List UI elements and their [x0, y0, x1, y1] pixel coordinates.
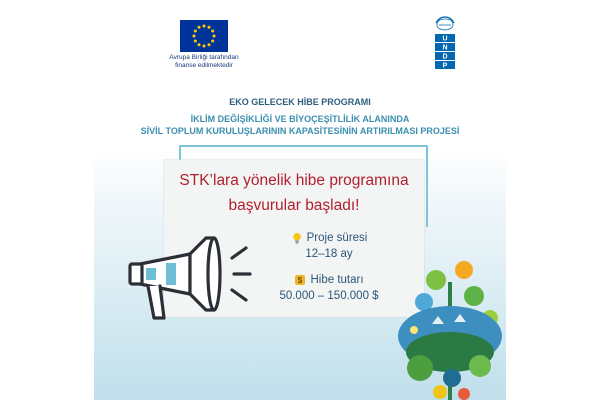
eco-tree-illustration [394, 260, 506, 400]
undp-letter-d: D [442, 53, 448, 61]
lightbulb-icon [291, 232, 303, 244]
eu-caption-line2: finanse edilmektedir [175, 62, 233, 69]
announcement-line2: başvurular başladı! [228, 197, 360, 214]
eu-caption [144, 54, 264, 70]
eu-caption-line1: Avrupa Birliği tarafından [169, 54, 239, 61]
program-subtitle-line2: SİVİL TOPLUM KURULUŞLARININ KAPASİTESİNİN ARTIRILMASI PROJESİ [140, 126, 460, 136]
money-bag-icon [294, 274, 306, 286]
eu-flag-icon [180, 20, 228, 52]
program-subtitle-line1: İKLİM DEĞİŞİKLİĞİ VE BİYOÇEŞİTLİLİK ALANINDA [190, 114, 410, 124]
announcement-line1: STK’lara yönelik hibe programına [179, 172, 409, 189]
program-title: EKO GELECEK HİBE PROGRAMI [229, 97, 371, 107]
undp-logo-icon [433, 15, 457, 70]
undp-letter-n: N [442, 44, 448, 52]
svg-text:$: $ [298, 276, 303, 286]
amount-label: Hibe tutarı [310, 274, 364, 286]
amount-value: 50.000 – 150.000 $ [279, 290, 379, 302]
megaphone-icon [124, 232, 254, 327]
poster [94, 0, 506, 400]
eu-logo-block [144, 20, 264, 70]
undp-letter-u: U [442, 35, 448, 43]
duration-label: Proje süresi [306, 232, 368, 244]
duration-info [264, 232, 394, 260]
duration-value: 12–18 ay [305, 248, 353, 260]
undp-letter-p: P [442, 62, 448, 70]
amount-info [264, 274, 394, 302]
